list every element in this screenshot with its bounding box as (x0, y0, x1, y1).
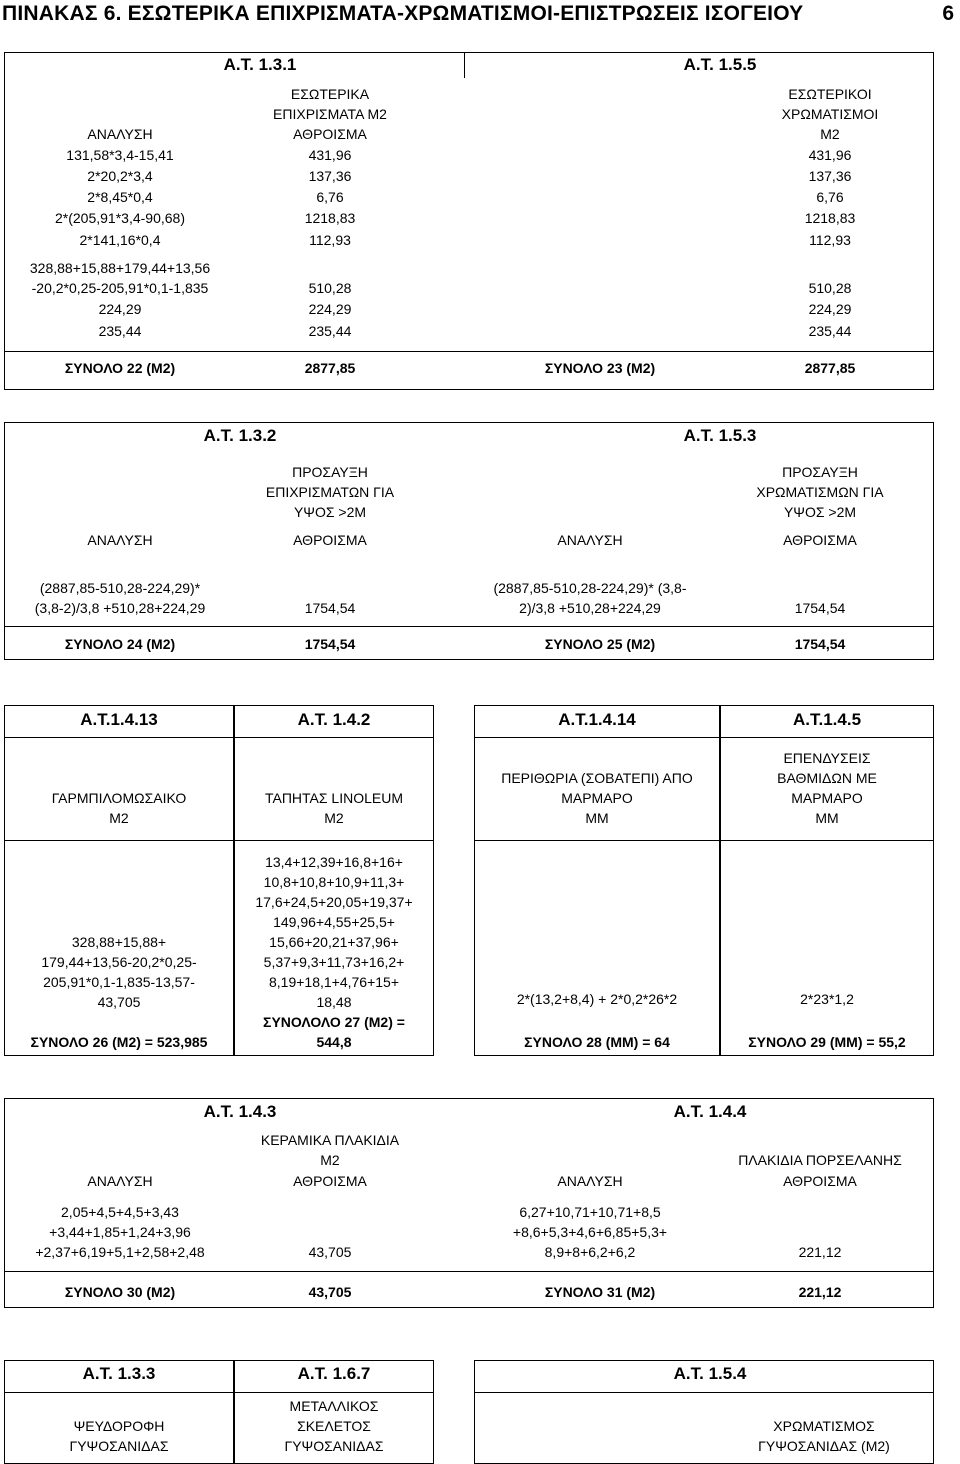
table-cell: 328,88+15,88+179,44+13,56 -20,2*0,25-205,91*0,1-1,835 (29, 260, 211, 296)
code: Α.Τ.1.4.13 (80, 710, 158, 729)
table-cell: 235,44 (308, 323, 352, 339)
divider (464, 52, 465, 78)
left-description: ΠΡΟΣΑΥΞΗ ΕΠΙΧΡΙΣΜΑΤΩΝ ΓΙΑ ΥΨΟΣ >2Μ (265, 464, 395, 520)
head-analysis: ΑΝΑΛΥΣΗ (557, 1173, 623, 1189)
divider (4, 1271, 934, 1272)
divider (474, 840, 934, 841)
divider (4, 1392, 434, 1393)
total-value: 2877,85 (304, 360, 356, 376)
head-sum: ΑΘΡΟΙΣΜΑ (783, 1173, 857, 1189)
code-right: Α.Τ. 1.5.5 (683, 55, 757, 74)
table-cell: 2*141,16*0,4 (79, 232, 161, 248)
head-analysis: ΑΝΑΛΥΣΗ (557, 532, 623, 548)
table-cell: 131,58*3,4-15,41 (66, 147, 174, 163)
code: Α.Τ. 1.4.2 (297, 710, 371, 729)
code-left: Α.Τ. 1.3.2 (203, 426, 277, 445)
head-analysis: ΑΝΑΛΥΣΗ (87, 1173, 153, 1189)
total: ΣΥΝΟΛΟ 28 (ΜΜ) = 64 (524, 1034, 670, 1050)
total-value: 1754,54 (794, 636, 846, 652)
total-value: 221,12 (798, 1284, 842, 1300)
table-cell: 6,76 (316, 189, 344, 205)
divider (4, 840, 434, 841)
total-value: 43,705 (308, 1284, 352, 1300)
table-cell: 431,96 (308, 147, 352, 163)
column-head: ΕΠΕΝΔΥΣΕΙΣ ΒΑΘΜΙΔΩΝ ΜΕ ΜΑΡΜΑΡΟ ΜΜ (777, 750, 877, 826)
table-cell: 224,29 (808, 301, 852, 317)
total-label: ΣΥΝΟΛΟ 23 (Μ2) (544, 360, 656, 376)
column-head: ΜΕΤΑΛΛΙΚΟΣ ΣΚΕΛΕΤΟΣ ΓΥΨΟΣΑΝΙΔΑΣ (284, 1398, 384, 1454)
total-value: 1754,54 (304, 636, 356, 652)
head-analysis: ΑΝΑΛΥΣΗ (87, 532, 153, 548)
table-cell: 2*8,45*0,4 (87, 189, 153, 205)
code: Α.Τ.1.4.14 (558, 710, 636, 729)
table-cell: 137,36 (808, 168, 852, 184)
table-cell: 1218,83 (804, 210, 856, 226)
formula: 13,4+12,39+16,8+16+ 10,8+10,8+10,9+11,3+ 17,6+24,5+20,05+19,37+ 149,96+4,55+25,5+ 15,66+20,21+37,96+ 5,37+9,3+11,73+16,2+ 8,19+18,1+4,76+15+ 18,48 (255, 854, 413, 1010)
head-sum: ΑΘΡΟΙΣΜΑ (783, 532, 857, 548)
head-plaster-sum: ΕΣΩΤΕΡΙΚΑ ΕΠΙΧΡΙΣΜΑΤΑ Μ2 ΑΘΡΟΙΣΜΑ (273, 86, 387, 142)
divider (4, 737, 434, 738)
right-value: 221,12 (798, 1244, 842, 1260)
right-formula: (2887,85-510,28-224,29)* (3,8- 2)/3,8 +510,28+224,29 (493, 580, 687, 616)
table-cell: 112,93 (809, 232, 851, 248)
total-value: 2877,85 (804, 360, 856, 376)
formula: 328,88+15,88+ 179,44+13,56-20,2*0,25- 205,91*0,1-1,835-13,57- 43,705 (41, 934, 197, 1010)
table-cell: 2*(205,91*3,4-90,68) (55, 210, 185, 226)
formula: 2*(13,2+8,4) + 2*0,2*26*2 (516, 991, 678, 1007)
code: Α.Τ. 1.3.3 (82, 1364, 156, 1383)
table-cell: 224,29 (308, 301, 352, 317)
left-description: ΚΕΡΑΜΙΚΑ ΠΛΑΚΙΔΙΑ Μ2 (260, 1132, 400, 1168)
code-left: Α.Τ. 1.3.1 (223, 55, 297, 74)
right-formula: 6,27+10,71+10,71+8,5 +8,6+5,3+4,6+6,85+5,3+ 8,9+8+6,2+6,2 (512, 1204, 668, 1260)
total: ΣΥΝΟΛΟΛΟ 27 (Μ2) = 544,8 (263, 1014, 405, 1050)
formula: 2*23*1,2 (800, 991, 854, 1007)
total: ΣΥΝΟΛΟ 29 (ΜΜ) = 55,2 (748, 1034, 906, 1050)
head-painting: ΕΣΩΤΕΡΙΚΟΙ ΧΡΩΜΑΤΙΣΜΟΙ Μ2 (781, 86, 879, 142)
divider (474, 737, 934, 738)
total: ΣΥΝΟΛΟ 26 (Μ2) = 523,985 (30, 1034, 208, 1050)
page-title: ΠΙΝΑΚΑΣ 6. ΕΣΩΤΕΡΙΚΑ ΕΠΙΧΡΙΣΜΑΤΑ-ΧΡΩΜΑΤΙΣΜΟΙ-ΕΠΙΣΤΡΩΣΕΙΣ ΙΣΟΓΕΙΟΥ (2, 2, 804, 25)
right-value: 1754,54 (794, 600, 846, 616)
left-value: 43,705 (308, 1244, 352, 1260)
table-cell: 510,28 (808, 280, 852, 296)
code: Α.Τ.1.4.5 (792, 710, 862, 729)
divider (474, 1392, 934, 1393)
head-sum: ΑΘΡΟΙΣΜΑ (293, 1173, 367, 1189)
total-label: ΣΥΝΟΛΟ 22 (Μ2) (64, 360, 176, 376)
total-label: ΣΥΝΟΛΟ 31 (Μ2) (544, 1284, 656, 1300)
total-label: ΣΥΝΟΛΟ 30 (Μ2) (64, 1284, 176, 1300)
divider (4, 626, 934, 627)
code: Α.Τ. 1.6.7 (297, 1364, 371, 1383)
table-cell: 431,96 (808, 147, 852, 163)
code-right: Α.Τ. 1.5.3 (683, 426, 757, 445)
table-cell: 6,76 (816, 189, 844, 205)
total-label: ΣΥΝΟΛΟ 25 (Μ2) (544, 636, 656, 652)
left-formula: (2887,85-510,28-224,29)* (3,8-2)/3,8 +510,28+224,29 (34, 580, 206, 616)
table-cell: 224,29 (98, 301, 142, 317)
code-right: Α.Τ. 1.4.4 (673, 1102, 747, 1121)
table-cell: 112,93 (309, 232, 351, 248)
column-head: ΧΡΩΜΑΤΙΣΜΟΣ ΓΥΨΟΣΑΝΙΔΑΣ (Μ2) (758, 1418, 890, 1454)
right-description: ΠΡΟΣΑΥΞΗ ΧΡΩΜΑΤΙΣΜΩΝ ΓΙΑ ΥΨΟΣ >2Μ (756, 464, 884, 520)
divider (4, 351, 934, 352)
column-head: ΤΑΠΗΤΑΣ LINOLEUM Μ2 (264, 790, 404, 826)
column-head: ΨΕΥΔΟΡΟΦΗ ΓΥΨΟΣΑΝΙΔΑΣ (69, 1418, 169, 1454)
table-cell: 1218,83 (304, 210, 356, 226)
table-cell: 510,28 (308, 280, 352, 296)
column-head: ΠΕΡΙΘΩΡΙΑ (ΣΟΒΑΤΕΠΙ) ΑΠΟ ΜΑΡΜΑΡΟ ΜΜ (501, 770, 693, 826)
table-cell: 137,36 (308, 168, 352, 184)
left-formula: 2,05+4,5+4,5+3,43 +3,44+1,85+1,24+3,96 +2,37+6,19+5,1+2,58+2,48 (35, 1204, 205, 1260)
code-left: Α.Τ. 1.4.3 (203, 1102, 277, 1121)
head-sum: ΑΘΡΟΙΣΜΑ (293, 532, 367, 548)
table-cell: 235,44 (808, 323, 852, 339)
table-cell: 2*20,2*3,4 (87, 168, 153, 184)
right-description: ΠΛΑΚΙΔΙΑ ΠΟΡΣΕΛΑΝΗΣ (738, 1152, 902, 1168)
left-value: 1754,54 (304, 600, 356, 616)
table-cell: 235,44 (98, 323, 142, 339)
page-number: 6 (942, 2, 954, 25)
column-head: ΓΑΡΜΠΙΛΟΜΩΣΑΙΚΟ Μ2 (51, 790, 187, 826)
total-label: ΣΥΝΟΛΟ 24 (Μ2) (64, 636, 176, 652)
code: Α.Τ. 1.5.4 (673, 1364, 747, 1383)
head-analysis: ΑΝΑΛΥΣΗ (87, 126, 153, 142)
